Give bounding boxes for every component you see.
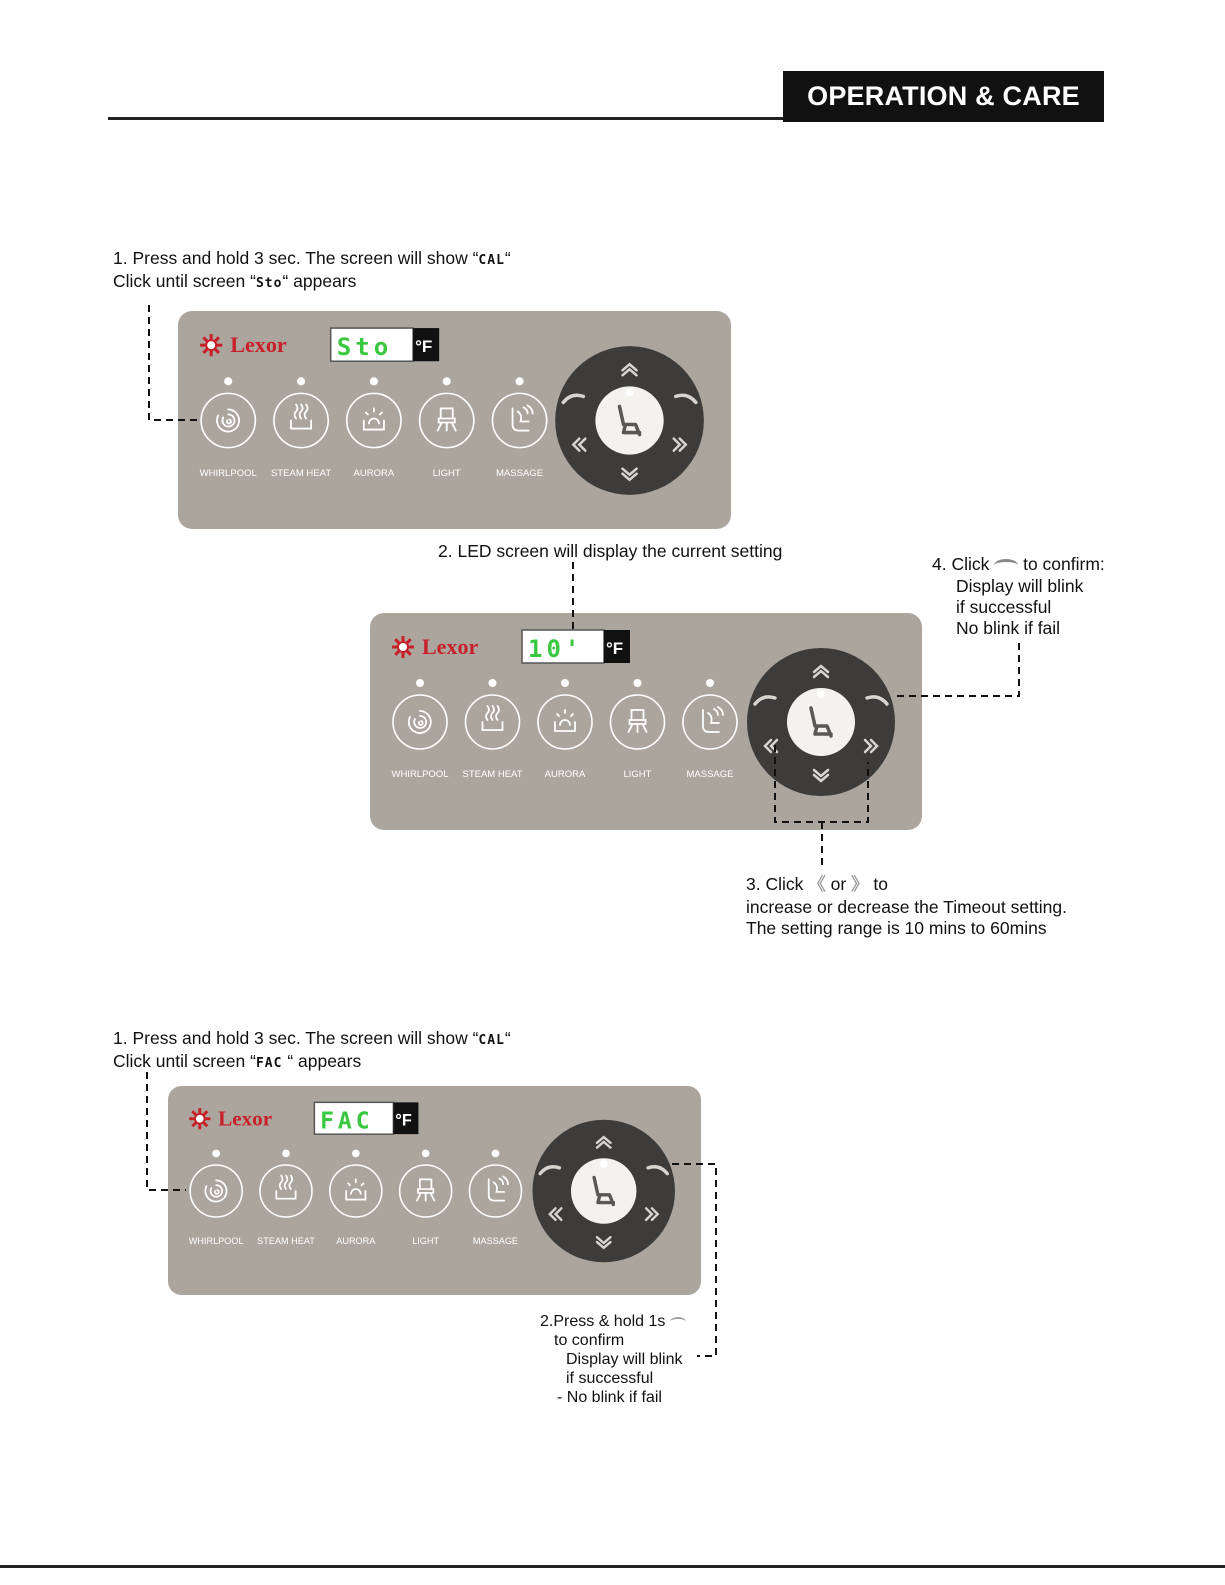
bottom-rule [0,1565,1225,1568]
s1-step4-line3: if successful [956,597,1052,617]
seg-code: CAL [478,1033,505,1048]
s1-step2: 2. LED screen will display the current setting [438,541,783,561]
mode-button-label: STEAM HEAT [257,1235,315,1246]
s2-step1-line2: Click until screen “FAC “ appears [113,1051,362,1071]
mode-button-label: STEAM HEAT [462,769,523,780]
mode-button-label: WHIRLPOOL [199,467,257,479]
s1-step4-line1: 4. Click to confirm: [932,554,1105,574]
s2-step2-line2: to confirm [554,1332,625,1349]
led-display-value: Sto [336,333,393,362]
unit-label: °F [415,337,433,357]
mode-button-label: WHIRLPOOL [391,769,449,780]
page-title: OPERATION & CARE [783,71,1104,122]
brand-name: Lexor [218,1106,273,1131]
mode-button-label: AURORA [336,1235,376,1246]
mode-button-label: MASSAGE [472,1235,519,1246]
seg-code: FAC [255,1056,283,1071]
s1-step3-line3: The setting range is 10 mins to 60mins [746,918,1047,938]
mode-button-label: LIGHT [623,769,652,780]
mode-button-label: AURORA [544,769,586,780]
seg-code: CAL [478,253,505,268]
mode-button-label: LIGHT [412,1235,440,1246]
chevron-right-icon: 》 [851,874,869,894]
s1-step4-line4: No blink if fail [956,618,1061,638]
s1-step3-line1: 3. Click 《 or 》 to [746,874,888,894]
brand-name: Lexor [230,332,287,358]
brand-name: Lexor [422,634,479,659]
led-display-value: 10' [528,635,584,663]
s1-step3-line2: increase or decrease the Timeout setting. [746,897,1068,917]
unit-label: °F [395,1111,412,1130]
seg-code: Sto [255,276,283,291]
s2-step2-line1: 2.Press & hold 1s [540,1312,686,1332]
unit-label: °F [606,639,624,658]
led-display-value: FAC [320,1108,374,1135]
mode-button-label: STEAM HEAT [270,467,332,479]
mode-button-label: WHIRLPOOL [188,1235,244,1246]
s1-step1-line2: Click until screen “Sto“ appears [113,271,357,291]
s2-step2-line5: - No blink if fail [557,1389,662,1406]
s2-step1-line1: 1. Press and hold 3 sec. The screen will show “CAL“ [113,1028,511,1048]
s2-step2-line3: Display will blink [566,1351,683,1368]
s1-step1-line1: 1. Press and hold 3 sec. The screen will show “CAL“ [113,248,511,268]
s1-step4-line2: Display will blink [956,576,1084,596]
mode-button-label: MASSAGE [686,769,734,780]
chevron-left-icon: 《 [808,874,826,894]
mode-button-label: AURORA [353,467,395,479]
mode-button-label: LIGHT [432,467,461,479]
mode-button-label: MASSAGE [495,467,544,479]
s2-step2-line4: if successful [566,1370,654,1387]
